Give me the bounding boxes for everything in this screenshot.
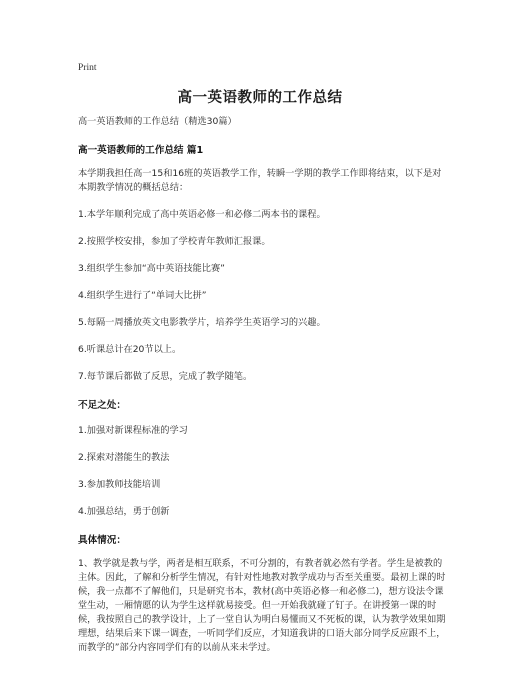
- intro-paragraph: 本学期我担任高一15和16班的英语教学工作，转瞬一学期的教学工作即将结束，以下是对本期教学情况的概括总结：: [78, 168, 442, 193]
- list-item: 1.本学年顺利完成了高中英语必修一和必修二两本书的课程。: [78, 209, 326, 220]
- list-item: 4.组织学生进行了“单词大比拼”: [78, 290, 207, 301]
- list-item: 7.每节课后都做了反思，完成了教学随笔。: [78, 371, 253, 382]
- deficiency-item: 2.探索对潜能生的教法: [78, 452, 170, 463]
- deficiency-heading: 不足之处：: [78, 400, 126, 411]
- deficiency-item: 4.加强总结，勇于创新: [78, 506, 170, 517]
- deficiency-item: 3.参加教师技能培训: [78, 479, 161, 490]
- subtitle: 高一英语教师的工作总结（精选30篇）: [78, 116, 237, 127]
- section-heading: 高一英语教师的工作总结 篇1: [78, 145, 204, 156]
- deficiency-item: 1.加强对新课程标准的学习: [78, 425, 188, 436]
- list-item: 6.听课总计在20节以上。: [78, 344, 182, 355]
- situation-paragraph: 1、教学就是教与学，两者是相互联系，不可分割的，有教者就必然有学者。学生是被教的主体。因此，了解和分析学生情况，有针对性地教对教学成功与否至关重要。最初上课的时候，我一点都不了解他们，只是研究书本，教材(高中英语必修一和必修二)，想方设法令课堂生动，一厢情愿的认为学生这样就易接受。但一开始我就碰了钉子。在讲授第一课的时候，我按照自己的教学设计，上了一堂自认为明白易懂而又不死板的课，认为教学效果如期理想，结果后来下课一调查，一听同学们反应，才知道我讲的口语大部分同学反应跟不上，而教学的”部分内容同学们有的以前从来未学过。: [78, 558, 446, 653]
- list-item: 5.每隔一周播放英文电影教学片，培养学生英语学习的兴趣。: [78, 317, 326, 328]
- list-item: 2.按照学校安排，参加了学校青年教师汇报课。: [78, 236, 271, 247]
- list-item: 3.组织学生参加“高中英语技能比赛”: [78, 263, 225, 274]
- page-title: 高一英语教师的工作总结: [177, 90, 343, 106]
- document-body: [78, 115, 446, 655]
- print-link[interactable]: Print: [78, 63, 97, 73]
- situation-heading: 具体情况：: [78, 535, 126, 546]
